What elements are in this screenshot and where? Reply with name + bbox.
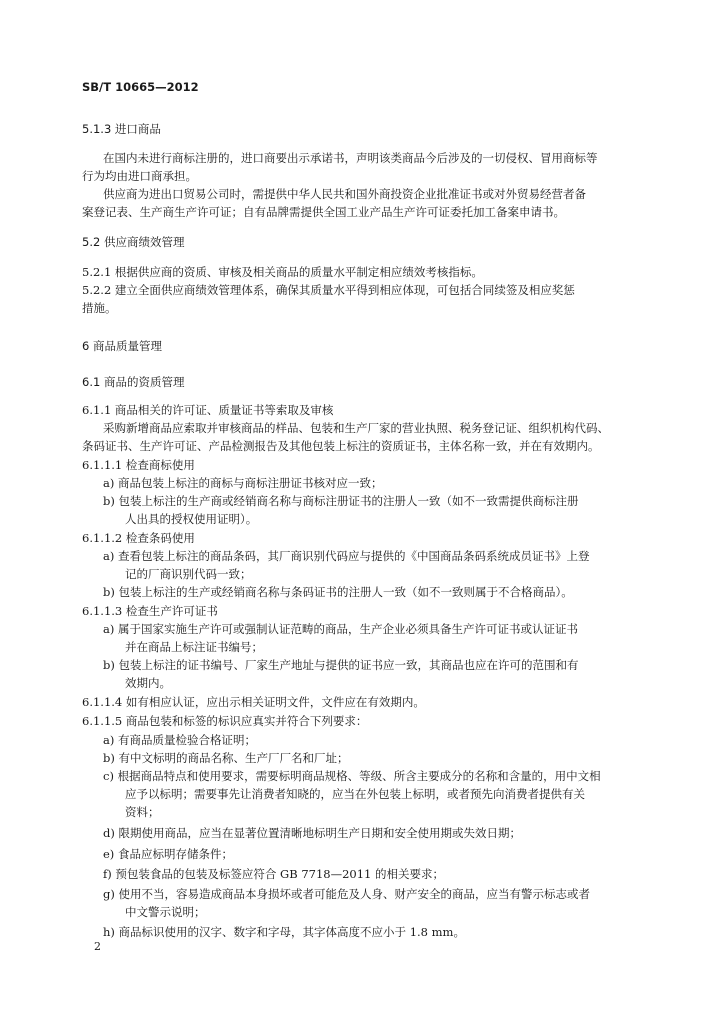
list-item: b) 包装上标注的生产商或经销商名称与商标注册证书的注册人一致（如不一致需提供商标注册: [103, 494, 579, 508]
list-item-continuation: 应予以标明；需要事先让消费者知晓的，应当在外包装上标明，或者预先向消费者提供有关: [125, 787, 585, 801]
paragraph-line: 条码证书、生产许可证、产品检测报告及其他包装上标注的资质证书，主体名称一致，并在有效期内。: [82, 439, 600, 453]
list-item-continuation: 资料；: [125, 805, 160, 819]
paragraph-line: 在国内未进行商标注册的，进口商要出示承诺书，声明该类商品今后涉及的一切侵权、冒用商标等: [103, 151, 598, 165]
standard-code-header: SB/T 10665—2012: [82, 80, 199, 94]
section-heading: 5.1.3 进口商品: [82, 122, 161, 136]
list-item: e) 食品应标明存储条件；: [103, 847, 233, 861]
list-item: a) 有商品质量检验合格证明；: [103, 733, 256, 747]
list-item: h) 商品标识使用的汉字、数字和字母，其字体高度不应小于 1.8 mm。: [103, 925, 465, 939]
clause-heading: 6.1.1.2 检查条码使用: [82, 531, 195, 545]
chapter-heading: 6 商品质量管理: [82, 339, 162, 353]
section-heading: 6.1 商品的资质管理: [82, 375, 185, 389]
clause-heading: 6.1.1.3 检查生产许可证书: [82, 604, 218, 618]
paragraph-line: 5.2.1 根据供应商的资质、审核及相关商品的质量水平制定相应绩效考核指标。: [82, 265, 483, 279]
paragraph-line: 5.2.2 建立全面供应商绩效管理体系，确保其质量水平得到相应体现，可包括合同续签及相应奖惩: [82, 283, 575, 297]
list-item: c) 根据商品特点和使用要求，需要标明商品规格、等级、所含主要成分的名称和含量的，用中文相: [103, 769, 601, 783]
list-item: a) 商品包装上标注的商标与商标注册证书核对应一致；: [103, 476, 383, 490]
paragraph-line: 采购新增商品应索取并审核商品的样品、包装和生产厂家的营业执照、税务登记证、组织机构代码、: [103, 421, 609, 435]
clause-heading: 6.1.1.1 检查商标使用: [82, 458, 195, 472]
paragraph-line: 供应商为进出口贸易公司时，需提供中华人民共和国外商投资企业批准证书或对外贸易经营者备: [103, 187, 586, 201]
paragraph-line: 措施。: [82, 301, 117, 315]
clause-heading: 6.1.1.4 如有相应认证，应出示相关证明文件，文件应在有效期内。: [82, 695, 425, 709]
paragraph-line: 行为均由进口商承担。: [82, 169, 197, 183]
list-item: b) 包装上标注的生产或经销商名称与条码证书的注册人一致（如不一致则属于不合格商品）。: [103, 585, 573, 599]
list-item: f) 预包装食品的包装及标签应符合 GB 7718—2011 的相关要求；: [103, 867, 445, 881]
page-number: 2: [94, 940, 101, 953]
paragraph-line: 案登记表、生产商生产许可证；自有品牌需提供全国工业产品生产许可证委托加工备案申请书。: [82, 205, 565, 219]
clause-heading: 6.1.1.5 商品包装和标签的标识应真实并符合下列要求：: [82, 714, 368, 728]
list-item-continuation: 记的厂商识别代码一致；: [125, 567, 252, 581]
list-item-continuation: 效期内。: [125, 676, 171, 690]
section-heading: 5.2 供应商绩效管理: [82, 235, 185, 249]
list-item: d) 限期使用商品，应当在显著位置清晰地标明生产日期和安全使用期或失效日期；: [103, 826, 521, 840]
list-item: g) 使用不当，容易造成商品本身损坏或者可能危及人身、财产安全的商品，应当有警示标志或者: [103, 887, 590, 901]
list-item: b) 有中文标明的商品名称、生产厂厂名和厂址；: [103, 751, 349, 765]
paragraph-line: 6.1.1 商品相关的许可证、质量证书等索取及审核: [82, 403, 334, 417]
list-item: a) 查看包装上标注的商品条码，其厂商识别代码应与提供的《中国商品条码系统成员证书》上登: [103, 549, 590, 563]
list-item-continuation: 中文警示说明；: [125, 905, 206, 919]
list-item-continuation: 人出具的授权使用证明）。: [125, 512, 258, 526]
list-item: b) 包装上标注的证书编号、厂家生产地址与提供的证书应一致，其商品也应在许可的范围和有: [103, 658, 579, 672]
list-item: a) 属于国家实施生产许可或强制认证范畴的商品，生产企业必须具备生产许可证书或认证证书: [103, 622, 578, 636]
list-item-continuation: 并在商品上标注证书编号；: [125, 640, 263, 654]
